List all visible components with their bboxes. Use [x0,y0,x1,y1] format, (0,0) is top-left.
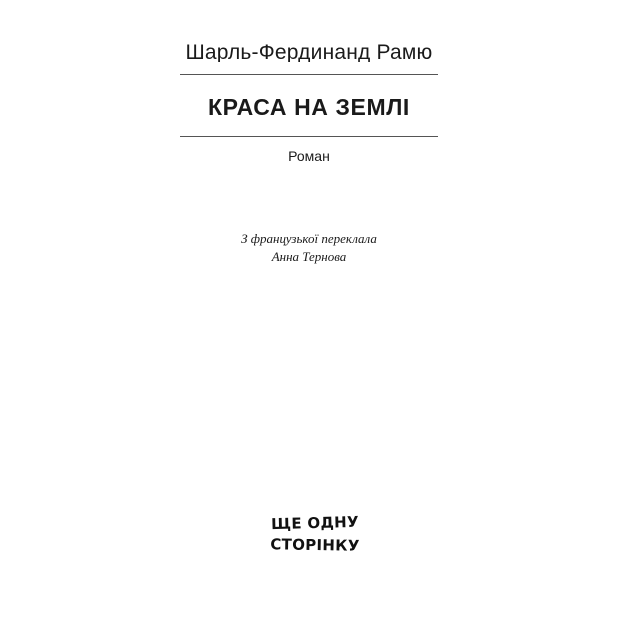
publisher-logo-line-1: ЩЕ ОДНУ [270,512,360,534]
translator-name: Анна Тернова [271,249,347,264]
author-name: Шарль-Фердинанд Рамю [185,41,433,62]
publisher-logo-line-2: СТОРІНКУ [270,535,360,555]
book-genre: Роман [288,148,330,164]
author-name-container [180,36,438,62]
book-title: КРАСА НА ЗЕМЛІ [208,94,410,120]
publisher-logo [262,512,368,562]
translation-note: З французької переклала [241,231,377,246]
translator-credit [180,230,438,266]
bottom-divider [180,136,438,137]
top-divider [180,74,438,75]
